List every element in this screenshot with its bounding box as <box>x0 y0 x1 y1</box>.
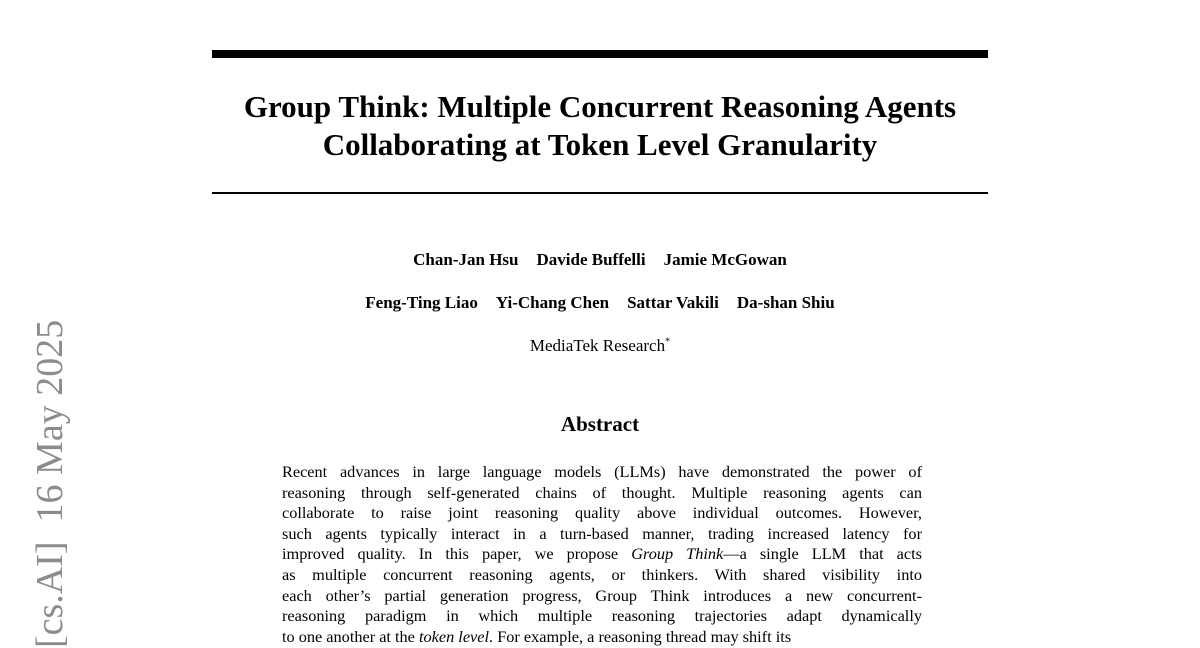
abstract-text: each other’s partial generation progress, Group Think introduces a new concurrent- <box>282 585 922 605</box>
paper-title-line: Group Think: Multiple Concurrent Reasoning Agents <box>243 89 957 124</box>
author-name: Da-shan Shiu <box>736 293 835 312</box>
abstract-text: —a single LLM that acts <box>723 544 922 564</box>
author-name: Feng-Ting Liao <box>365 293 478 312</box>
abstract-text: collaborate to raise joint reasoning quality above individual outcomes. However, <box>282 503 922 523</box>
abstract-line <box>282 524 922 545</box>
author-name: Chan-Jan Hsu <box>413 250 519 269</box>
abstract-heading: Abstract <box>560 412 640 436</box>
title-bottom-rule <box>212 192 988 194</box>
abstract-text: such agents typically interact in a turn-based manner, trading increased latency for <box>282 523 922 543</box>
affiliation-footnote-marker: * <box>665 336 671 348</box>
author-name: Sattar Vakili <box>627 293 719 312</box>
abstract-line <box>282 462 922 483</box>
arxiv-side-stamp <box>28 308 73 648</box>
abstract-text: Recent advances in large language models (LLMs) have demonstrated the power of <box>282 462 922 481</box>
author-name: Yi-Chang Chen <box>495 293 610 312</box>
paper-title <box>200 88 1000 164</box>
affiliation-name: MediaTek Research <box>529 336 666 355</box>
author-line-2 <box>200 293 1000 313</box>
abstract-text: reasoning through self-generated chains of thought. Multiple reasoning agents can <box>282 482 922 502</box>
title-top-rule <box>212 50 988 58</box>
abstract-line <box>282 503 922 524</box>
author-name: Jamie McGowan <box>663 250 787 269</box>
abstract-body <box>282 462 922 647</box>
paper-title-line: Collaborating at Token Level Granularity <box>322 127 878 162</box>
abstract-line <box>282 586 922 607</box>
affiliation <box>200 336 1000 356</box>
abstract-line <box>282 606 922 627</box>
abstract-line <box>282 544 922 565</box>
abstract-text: improved quality. In this paper, we propose <box>282 544 632 564</box>
abstract-emphasis: Group Think <box>631 544 724 564</box>
author-name: Davide Buffelli <box>536 250 646 269</box>
abstract-emphasis: token level <box>418 626 490 646</box>
abstract-line <box>282 483 922 504</box>
abstract-text: . For example, a reasoning thread may shift its <box>489 626 792 646</box>
abstract-text: as multiple concurrent reasoning agents, or thinkers. With shared visibility into <box>282 564 922 584</box>
abstract-text: to one another at the <box>282 626 419 646</box>
abstract-line <box>282 565 922 586</box>
abstract-text: reasoning paradigm in which multiple reasoning trajectories adapt dynamically <box>282 606 922 626</box>
arxiv-side-stamp-text: [cs.AI] 16 May 2025 <box>29 319 71 648</box>
abstract-line <box>282 627 922 648</box>
author-line-1 <box>200 250 1000 270</box>
